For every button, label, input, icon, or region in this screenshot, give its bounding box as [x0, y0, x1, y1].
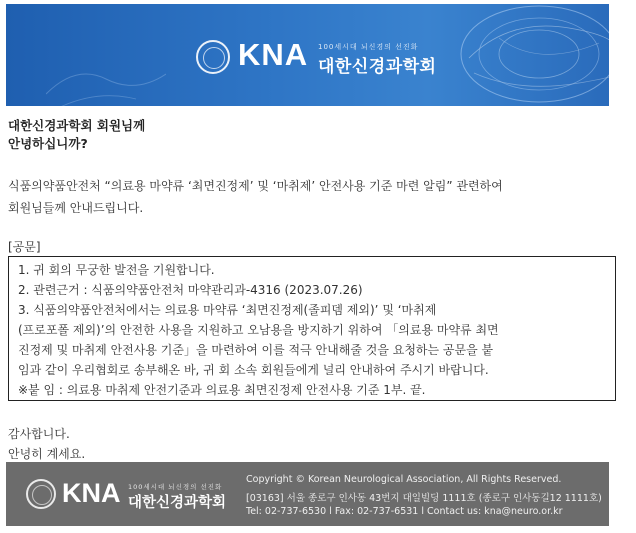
notice-line: 임과 같이 우리협회로 송부해온 바, 귀 회 소속 회원들에게 널리 안내하여 주시기 바랍니다. — [18, 363, 489, 377]
society-name: 대한신경과학회 — [318, 57, 437, 77]
footer — [6, 462, 609, 526]
brain-illustration-icon — [429, 4, 609, 106]
neuron-illustration-icon — [46, 44, 166, 106]
footer-tagline: 100세시대 뇌신경의 선진화 — [128, 483, 223, 491]
society-seal-icon — [196, 40, 230, 74]
closing-farewell: 안녕히 계세요. — [8, 447, 86, 461]
footer-seal-icon — [26, 479, 56, 509]
footer-society-name: 대한신경과학회 — [128, 495, 227, 511]
notice-line: (프로포폴 제외)’의 안전한 사용을 지원하고 오남용을 방지하기 위하여 「의료용 마약류 최면 — [18, 323, 499, 337]
header-tagline: 100세시대 뇌신경의 선진화 — [318, 43, 419, 51]
notice-line: 진정제 및 마취제 안전사용 기준」을 마련하여 이를 적극 안내해줄 것을 요청하는 공문을 붙 — [18, 343, 494, 357]
kna-logo: KNA — [238, 37, 309, 72]
greeting-recipient: 대한신경과학회 회원님께 — [8, 118, 146, 133]
footer-contact: Tel: 02-737-6530 l Fax: 02-737-6531 l Contact us: kna@neuro.or.kr — [246, 506, 563, 517]
notice-label: [공문] — [8, 240, 41, 254]
notice-box — [8, 256, 616, 401]
notice-line: 1. 귀 회의 무궁한 발전을 기원합니다. — [18, 263, 215, 277]
intro-line: 회원님들께 안내드립니다. — [8, 201, 144, 215]
notice-line: 3. 식품의약품안전처에서는 의료용 마약류 ‘최면진정제(졸피뎀 제외)’ 및 ‘마취제 — [18, 303, 437, 317]
intro-line: 식품의약품안전처 “의료용 마약류 ‘최면진정제’ 및 ‘마취제’ 안전사용 기준 마련 알림” 관련하여 — [8, 179, 503, 193]
notice-line: 2. 관련근거 : 식품의약품안전처 마약관리과-4316 (2023.07.26) — [18, 283, 363, 297]
closing-thanks: 감사합니다. — [8, 427, 70, 441]
header-banner — [6, 4, 609, 106]
footer-copyright: Copyright © Korean Neurological Association, All Rights Reserved. — [246, 474, 562, 485]
footer-address: [03163] 서울 종로구 인사동 43번지 대일빌딩 1111호 (종로구 인사동길12 1111호) — [246, 493, 602, 504]
greeting-hello: 안녕하십니까? — [8, 136, 88, 151]
footer-kna-logo: KNA — [62, 478, 121, 508]
notice-attachment: ※붙 임 : 의료용 마취제 안전기준과 의료용 최면진정제 안전사용 기준 1부. 끝. — [18, 383, 426, 397]
